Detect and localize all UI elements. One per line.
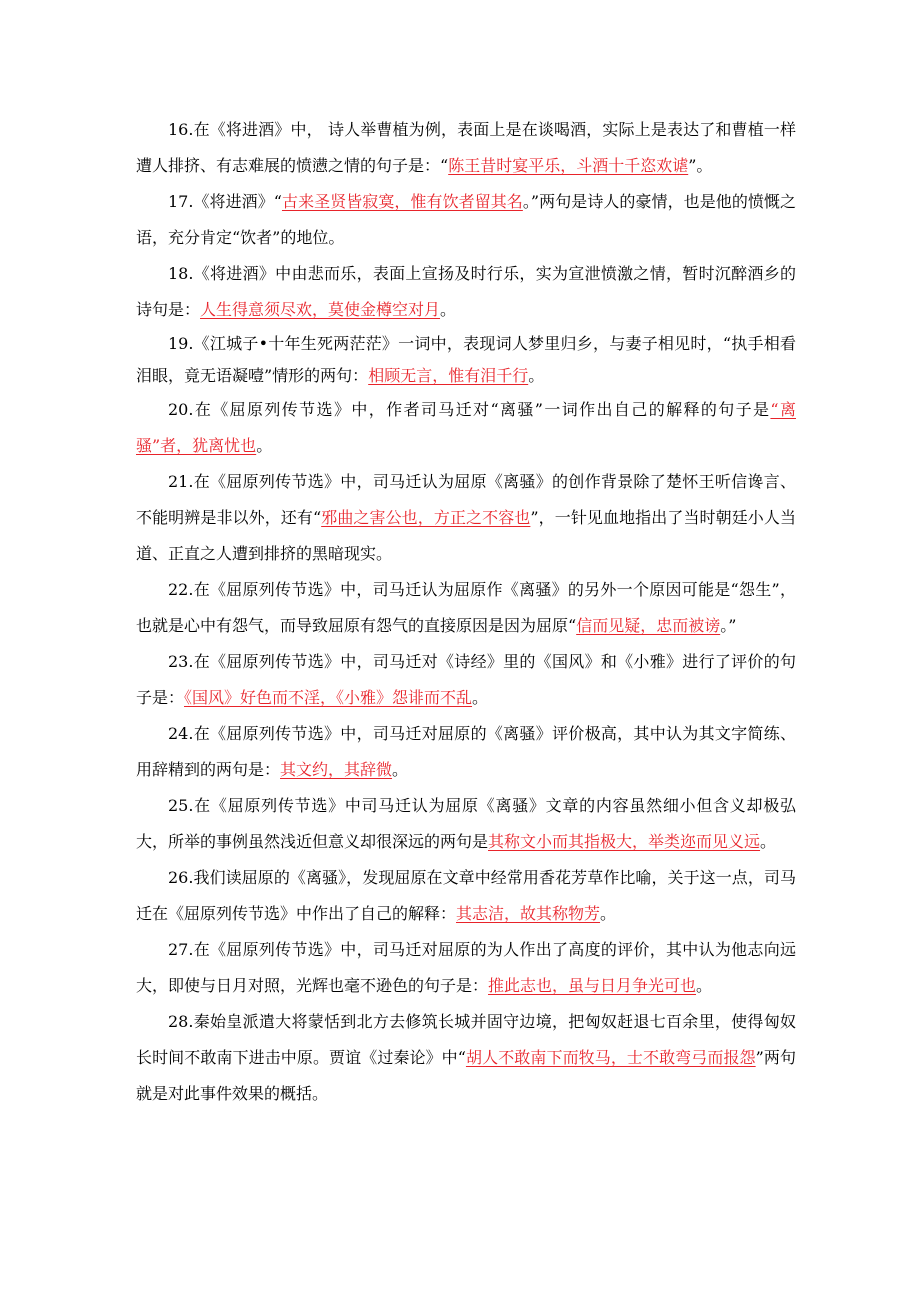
question-text: 20.在《屈原列传节选》中，作者司马迁对“离骚”一词作出自己的解释的句子是 (168, 400, 771, 419)
question-text-end: 。 (440, 300, 457, 319)
answer-text: 信而见疑，忠而被谤 (576, 616, 721, 635)
question-text: 26.我们读屈原的《离骚》，发现屈原在文章中经常用香花芳草作比喻，关于这一点，司马迁在《屈原列传节选》中作出了自己的解释： (136, 868, 796, 923)
question-22 (136, 572, 796, 644)
answer-text: 推此志也，虽与日月争光可也 (488, 976, 697, 995)
answer-text: “离骚”者，犹离忧也 (136, 400, 796, 455)
question-text-end: 。 (696, 976, 713, 995)
question-25 (136, 788, 796, 860)
question-text-end: ”，一针见血地指出了当时朝廷小人当道、正直之人遭到排挤的黑暗现实。 (136, 508, 796, 563)
document-page (136, 112, 796, 1112)
question-text: 17.《将进酒》“ (168, 192, 282, 211)
question-text: 21.在《屈原列传节选》中，司马迁认为屈原《离骚》的创作背景除了楚怀王听信谗言、不能明辨是非以外，还有“ (136, 472, 796, 527)
question-20 (136, 392, 796, 464)
question-19 (136, 328, 796, 392)
answer-text: 古来圣贤皆寂寞，惟有饮者留其名 (281, 192, 523, 211)
question-text: 23.在《屈原列传节选》中，司马迁对《诗经》里的《国风》和《小雅》进行了评价的句子是： (136, 652, 796, 707)
answer-text: 人生得意须尽欢，莫使金樽空对月 (200, 300, 441, 319)
question-text-end: 。 (600, 904, 617, 923)
question-23 (136, 644, 796, 716)
question-text: 27.在《屈原列传节选》中，司马迁对屈原的为人作出了高度的评价，其中认为他志向远大，即使与日月对照，光辉也毫不逊色的句子是： (136, 940, 796, 995)
question-text: 18.《将进酒》中由悲而乐，表面上宣扬及时行乐，实为宣泄愤激之情，暂时沉醉酒乡的诗句是： (136, 264, 796, 319)
question-text-end: 。”两句是诗人的豪情，也是他的愤慨之语，充分肯定“饮者”的地位。 (136, 192, 796, 247)
question-24 (136, 716, 796, 788)
question-text: 19.《江城子•十年生死两茫茫》一词中，表现词人梦里归乡，与妻子相见时，“执手相看泪眼，竟无语凝噎”情形的两句： (136, 334, 796, 385)
question-text: 16.在《将进酒》中， 诗人举曹植为例，表面上是在谈喝酒，实际上是表达了和曹植一样遭人排挤、有志难展的愤懑之情的句子是：“ (136, 120, 796, 175)
question-26 (136, 860, 796, 932)
question-text-end: 。 (392, 760, 409, 779)
question-text-end: 。 (760, 832, 777, 851)
question-27 (136, 932, 796, 1004)
question-text: 22.在《屈原列传节选》中，司马迁认为屈原作《离骚》的另外一个原因可能是“怨生”，也就是心中有怨气，而导致屈原有怨气的直接原因是因为屈原“ (136, 580, 796, 635)
question-text-end: 。 (528, 366, 545, 385)
answer-text: 其称文小而其指极大，举类迩而见义远 (488, 832, 761, 851)
answer-text: 《国风》好色而不淫，《小雅》怨诽而不乱 (184, 688, 473, 707)
answer-text: 陈王昔时宴平乐，斗酒十千恣欢谑 (448, 156, 689, 175)
question-16 (136, 112, 796, 184)
question-text: 25.在《屈原列传节选》中司马迁认为屈原《离骚》文章的内容虽然细小但含义却极弘大，所举的事例虽然浅近但意义却很深远的两句是 (136, 796, 796, 851)
question-text-end: 。” (720, 616, 737, 635)
question-text: 24.在《屈原列传节选》中，司马迁对屈原的《离骚》评价极高，其中认为其文字简练、用辞精到的两句是： (136, 724, 796, 779)
question-17 (136, 184, 796, 256)
question-text-end: 。 (256, 436, 273, 455)
question-text-end: ”。 (688, 156, 713, 175)
answer-text: 相顾无言，惟有泪千行 (368, 366, 529, 385)
answer-text: 其文约，其辞微 (280, 760, 393, 779)
question-text-end: ”两句就是对此事件效果的概括。 (136, 1048, 796, 1103)
question-28 (136, 1004, 796, 1112)
question-21 (136, 464, 796, 572)
answer-text: 胡人不敢南下而牧马，士不敢弯弓而报怨 (465, 1048, 756, 1067)
question-text-end: 。 (472, 688, 489, 707)
question-18 (136, 256, 796, 328)
answer-text: 邪曲之害公也，方正之不容也 (321, 508, 531, 527)
question-text: 28.秦始皇派遣大将蒙恬到北方去修筑长城并固守边境，把匈奴赶退七百余里，使得匈奴长时间不敢南下进击中原。贾谊《过秦论》中“ (136, 1012, 796, 1067)
answer-text: 其志洁，故其称物芳 (456, 904, 601, 923)
